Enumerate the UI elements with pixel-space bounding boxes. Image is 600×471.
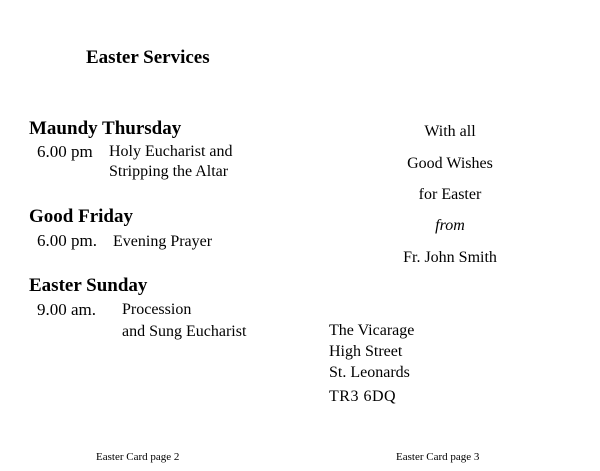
service-time-maundy-thursday: 6.00 pm	[37, 142, 93, 161]
services-title: Easter Services	[86, 47, 210, 68]
day-heading-easter-sunday: Easter Sunday	[29, 275, 148, 296]
address-line-2: High Street	[329, 343, 403, 360]
service-desc-easter-sunday-1: Procession	[122, 301, 192, 318]
address-postcode: TR3 6DQ	[329, 388, 397, 405]
footer-page-3: Easter Card page 3	[396, 451, 480, 463]
day-heading-good-friday: Good Friday	[29, 206, 133, 227]
footer-page-2: Easter Card page 2	[96, 451, 180, 463]
greeting-from: from	[435, 217, 465, 234]
service-desc-good-friday-1: Evening Prayer	[113, 233, 213, 250]
address-line-1: The Vicarage	[329, 322, 415, 339]
service-desc-easter-sunday-2: and Sung Eucharist	[122, 323, 247, 340]
service-time-good-friday: 6.00 pm.	[37, 231, 97, 250]
greeting-line-2: Good Wishes	[407, 155, 493, 172]
service-desc-maundy-thursday-1: Holy Eucharist and	[109, 143, 233, 160]
service-desc-maundy-thursday-2: Stripping the Altar	[109, 163, 229, 180]
service-time-easter-sunday: 9.00 am.	[37, 300, 97, 319]
greeting-line-1: With all	[424, 123, 476, 140]
day-heading-maundy-thursday: Maundy Thursday	[29, 118, 182, 139]
greeting-sender: Fr. John Smith	[403, 249, 497, 266]
address-line-3: St. Leonards	[329, 364, 410, 381]
greeting-line-3: for Easter	[418, 186, 482, 203]
